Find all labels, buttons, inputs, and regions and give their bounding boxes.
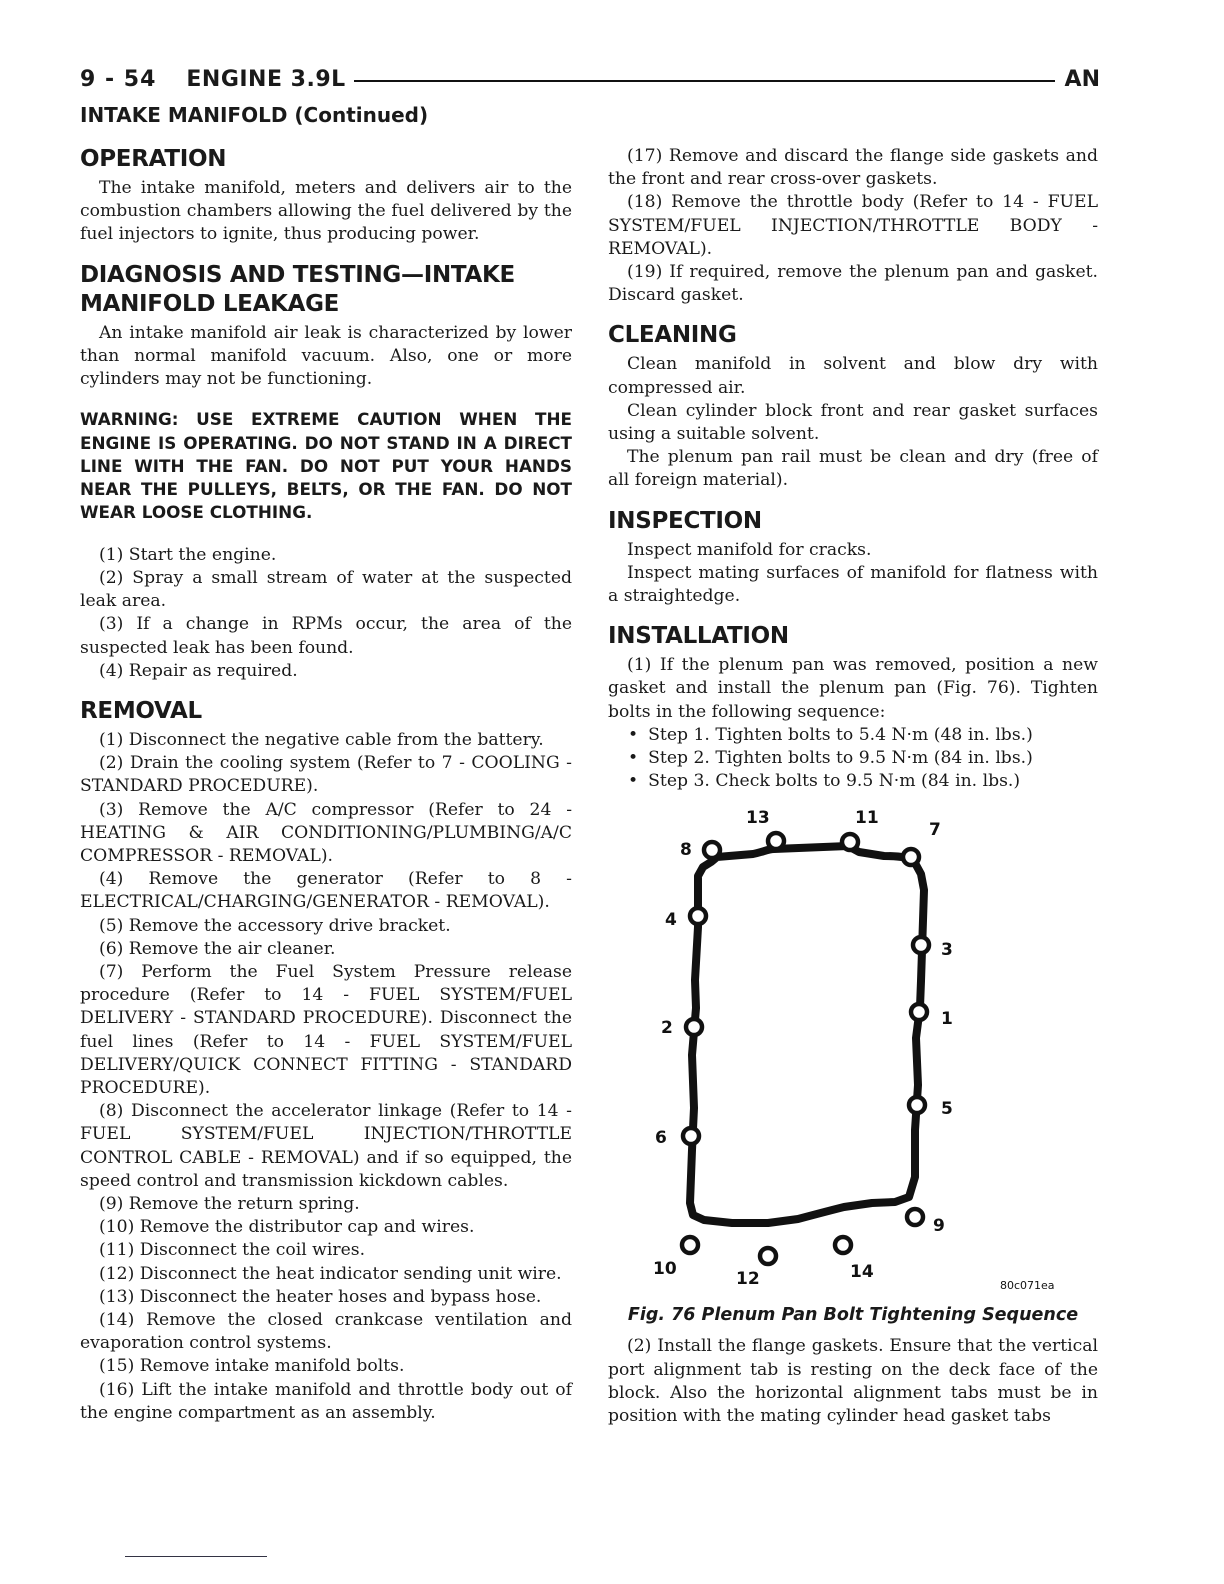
operation-text: The intake manifold, meters and delivers air to the combustion chambers allowing the fuel delivered by the fuel injectors to ignite, thus producing power. — [80, 178, 572, 245]
removal-step: (6) Remove the air cleaner. — [99, 938, 336, 959]
bolt-label: 9 — [933, 1216, 945, 1237]
bolt-hole-5 — [909, 1097, 925, 1113]
right-column — [608, 145, 1098, 1428]
removal-step: (11) Disconnect the coil wires. — [99, 1240, 366, 1261]
diagnosis-step: (2) Spray a small stream of water at the suspected leak area. — [80, 567, 572, 612]
bolt-label: 6 — [655, 1128, 667, 1149]
cleaning-text: Clean cylinder block front and rear gasket surfaces using a suitable solvent. — [608, 400, 1098, 445]
cleaning-text: Clean manifold in solvent and blow dry with compressed air. — [608, 354, 1098, 398]
section-title: INTAKE MANIFOLD (Continued) — [80, 103, 429, 127]
image-code: 80c071ea — [1000, 1279, 1055, 1293]
diagnosis-step: (4) Repair as required. — [99, 660, 298, 681]
page-number: 9 - 54 — [80, 66, 157, 92]
removal-step: (2) Drain the cooling system (Refer to 7 - COOLING - STANDARD PROCEDURE). — [80, 753, 572, 797]
torque-step: • Step 1. Tighten bolts to 5.4 N·m (48 in. lbs.) — [628, 724, 1098, 747]
removal-step: (4) Remove the generator (Refer to 8 - ELECTRICAL/CHARGING/GENERATOR - REMOVAL). — [80, 869, 572, 913]
header-section-name: ENGINE 3.9L — [186, 66, 346, 92]
installation-intro: (1) If the plenum pan was removed, position a new gasket and install the plenum pan (Fig. 76). Tighten bolts in the following sequence: — [608, 655, 1098, 722]
bolt-hole-2 — [686, 1019, 702, 1035]
bolt-label: 10 — [653, 1259, 677, 1280]
bolt-hole-3 — [913, 937, 929, 953]
bolt-label: 4 — [665, 910, 677, 931]
diagnosis-step: (1) Start the engine. — [99, 544, 277, 565]
bolt-label: 11 — [855, 808, 879, 829]
installation-step: (2) Install the flange gaskets. Ensure that the vertical port alignment tab is resting on the deck face of the block. Also the horizontal alignment tabs must be in position with the mating cylinder head gasket tabs — [608, 1336, 1098, 1427]
cleaning-heading: CLEANING — [608, 322, 737, 349]
bolt-label: 8 — [680, 840, 692, 861]
bolt-label: 14 — [850, 1262, 874, 1283]
bolt-hole-8 — [704, 842, 720, 858]
torque-step-list — [608, 724, 1098, 794]
bolt-label: 5 — [941, 1099, 953, 1120]
removal-heading: REMOVAL — [80, 697, 202, 724]
bolt-hole-7 — [903, 849, 919, 865]
plenum-gasket-outline — [690, 846, 924, 1223]
plenum-pan-figure — [608, 805, 1098, 1302]
removal-step: (12) Disconnect the heat indicator sending unit wire. — [99, 1263, 562, 1284]
bolt-label: 3 — [941, 940, 953, 961]
removal-step: (14) Remove the closed crankcase ventilation and evaporation control systems. — [80, 1310, 572, 1354]
removal-step: (5) Remove the accessory drive bracket. — [99, 915, 451, 936]
removal-step: (3) Remove the A/C compressor (Refer to 24 - HEATING & AIR CONDITIONING/PLUMBING/A/C COMPRESSOR - REMOVAL). — [80, 799, 572, 866]
bolt-hole-9 — [907, 1209, 923, 1225]
bolt-label: 7 — [929, 820, 941, 841]
bolt-hole-4 — [690, 908, 706, 924]
inspection-text: Inspect manifold for cracks. — [627, 539, 872, 560]
bolt-label: 13 — [746, 808, 770, 829]
removal-step: (18) Remove the throttle body (Refer to 14 - FUEL SYSTEM/FUEL INJECTION/THROTTLE BODY - REMOVAL). — [608, 192, 1098, 259]
bolt-hole-13 — [768, 833, 784, 849]
footer-rule — [125, 1556, 267, 1557]
removal-step: (9) Remove the return spring. — [99, 1193, 360, 1214]
bolt-label: 12 — [736, 1269, 760, 1290]
bolt-hole-6 — [683, 1128, 699, 1144]
bolt-hole-1 — [911, 1004, 927, 1020]
removal-step: (7) Perform the Fuel System Pressure release procedure (Refer to 14 - FUEL SYSTEM/FUEL DELIVERY - STANDARD PROCEDURE). Disconnect the fuel lines (Refer to 14 - FUEL SYSTEM/FUEL DELIVERY/QUICK CONNECT FITTING - STANDARD PROCEDURE). — [80, 961, 572, 1098]
diagnosis-text: An intake manifold air leak is characterized by lower than normal manifold vacuum. Also, one or more cylinders may not be functioning. — [80, 322, 572, 390]
bolt-hole-12 — [760, 1248, 776, 1264]
removal-step: (13) Disconnect the heater hoses and bypass hose. — [99, 1286, 542, 1307]
removal-step: (10) Remove the distributor cap and wires. — [99, 1217, 475, 1238]
removal-step: (16) Lift the intake manifold and throttle body out of the engine compartment as an assembly. — [80, 1379, 572, 1423]
plenum-pan-diagram — [608, 805, 1098, 1302]
torque-step: • Step 2. Tighten bolts to 9.5 N·m (84 in. lbs.) — [628, 747, 1098, 770]
left-column — [80, 145, 572, 1425]
removal-step: (17) Remove and discard the flange side gaskets and the front and rear cross-over gaskets. — [608, 146, 1098, 190]
bolt-hole-11 — [842, 834, 858, 850]
operation-heading: OPERATION — [80, 146, 227, 172]
bolt-hole-14 — [835, 1237, 851, 1253]
diagnosis-heading: DIAGNOSIS AND TESTING—INTAKE MANIFOLD LEAKAGE — [80, 261, 515, 317]
diagnosis-step: (3) If a change in RPMs occur, the area of the suspected leak has been found. — [80, 614, 572, 658]
removal-step: (1) Disconnect the negative cable from the battery. — [99, 729, 544, 750]
inspection-heading: INSPECTION — [608, 507, 762, 534]
removal-step: (19) If required, remove the plenum pan and gasket. Discard gasket. — [608, 262, 1098, 306]
removal-step: (8) Disconnect the accelerator linkage (Refer to 14 - FUEL SYSTEM/FUEL INJECTION/THROTTLE CONTROL CABLE - REMOVAL) and if so equipped, the speed control and transmission kickdown cables. — [80, 1101, 572, 1191]
header-rule — [354, 80, 1055, 82]
inspection-text: Inspect mating surfaces of manifold for flatness with a straightedge. — [608, 562, 1098, 607]
bolt-label: 2 — [661, 1018, 673, 1039]
torque-step: • Step 3. Check bolts to 9.5 N·m (84 in. lbs.) — [628, 770, 1098, 793]
header-code: AN — [1064, 66, 1100, 92]
bolt-hole-10 — [682, 1237, 698, 1253]
bolt-label: 1 — [941, 1009, 953, 1030]
installation-heading: INSTALLATION — [608, 623, 789, 650]
warning-text: WARNING: USE EXTREME CAUTION WHEN THE ENGINE IS OPERATING. DO NOT STAND IN A DIRECT LINE WITH THE FAN. DO NOT PUT YOUR HANDS NEAR THE PULLEYS, BELTS, OR THE FAN. DO NOT WEAR LOOSE CLOTHING. — [80, 409, 572, 523]
cleaning-text: The plenum pan rail must be clean and dry (free of all foreign material). — [608, 447, 1098, 491]
removal-step: (15) Remove intake manifold bolts. — [99, 1356, 405, 1377]
figure-caption: Fig. 76 Plenum Pan Bolt Tightening Sequence — [627, 1305, 1079, 1326]
page-header — [80, 62, 1100, 96]
